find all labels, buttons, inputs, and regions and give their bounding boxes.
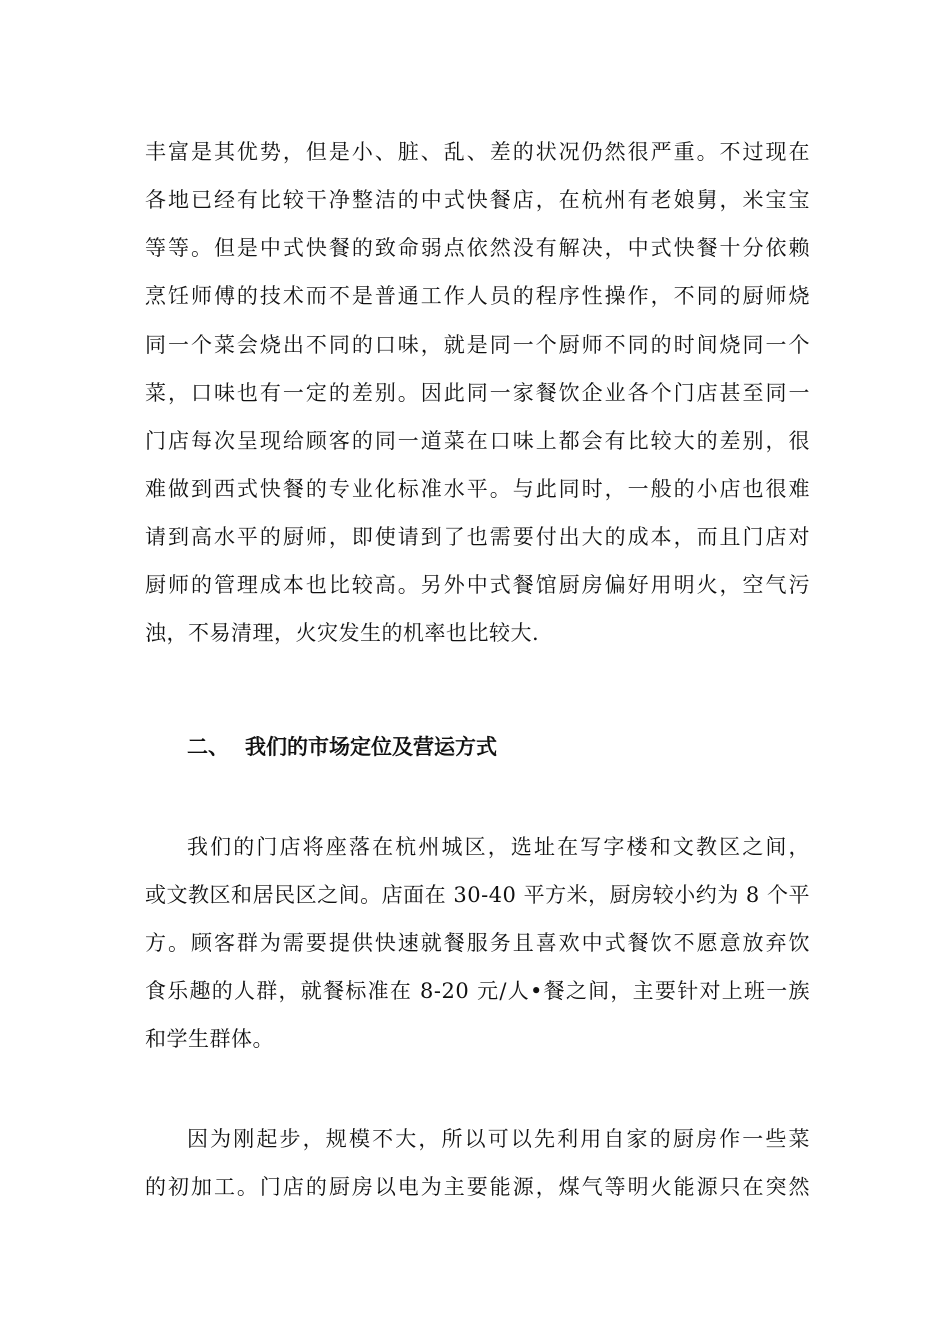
paragraph-1-line: 烹饪师傅的技术而不是普通工作人员的程序性操作，不同的厨师烧 [145,284,810,308]
paragraph-2-line: 我们的门店将座落在杭州城区，选址在写字楼和文教区之间， [187,835,810,859]
paragraph-1-line: 等等。但是中式快餐的致命弱点依然没有解决，中式快餐十分依赖 [145,236,810,260]
paragraph-2-line: 或文教区和居民区之间。店面在 30-40 平方米，厨房较小约为 8 个平 [145,883,810,907]
paragraph-2-line: 和学生群体。 [145,1027,274,1051]
paragraph-1-line: 同一个菜会烧出不同的口味，就是同一个厨师不同的时间烧同一个 [145,333,810,357]
paragraph-3-line: 的初加工。门店的厨房以电为主要能源，煤气等明火能源只在突然 [145,1175,810,1199]
paragraph-1-line: 菜，口味也有一定的差别。因此同一家餐饮企业各个门店甚至同一 [145,381,810,405]
paragraph-1-line: 难做到西式快餐的专业化标准水平。与此同时，一般的小店也很难 [145,477,810,501]
section-title: 我们的市场定位及营运方式 [245,735,497,759]
paragraph-1-line: 各地已经有比较干净整洁的中式快餐店，在杭州有老娘舅，米宝宝 [145,188,810,212]
paragraph-1-line: 浊，不易清理，火灾发生的机率也比较大. [145,621,540,645]
paragraph-1-line: 请到高水平的厨师，即使请到了也需要付出大的成本，而且门店对 [145,525,810,549]
paragraph-2-line: 方。顾客群为需要提供快速就餐服务且喜欢中式餐饮不愿意放弃饮 [145,931,810,955]
paragraph-2-line: 食乐趣的人群，就餐标准在 8-20 元/人•餐之间，主要针对上班一族 [145,979,810,1003]
paragraph-1-line: 丰富是其优势，但是小、脏、乱、差的状况仍然很严重。不过现在 [145,140,810,164]
paragraph-3-line: 因为刚起步，规模不大，所以可以先利用自家的厨房作一些菜 [187,1127,810,1151]
paragraph-1-line: 门店每次呈现给顾客的同一道菜在口味上都会有比较大的差别，很 [145,429,810,453]
section-number: 二、 [187,735,229,759]
section-heading [187,732,497,762]
paragraph-1-line: 厨师的管理成本也比较高。另外中式餐馆厨房偏好用明火，空气污 [145,573,810,597]
